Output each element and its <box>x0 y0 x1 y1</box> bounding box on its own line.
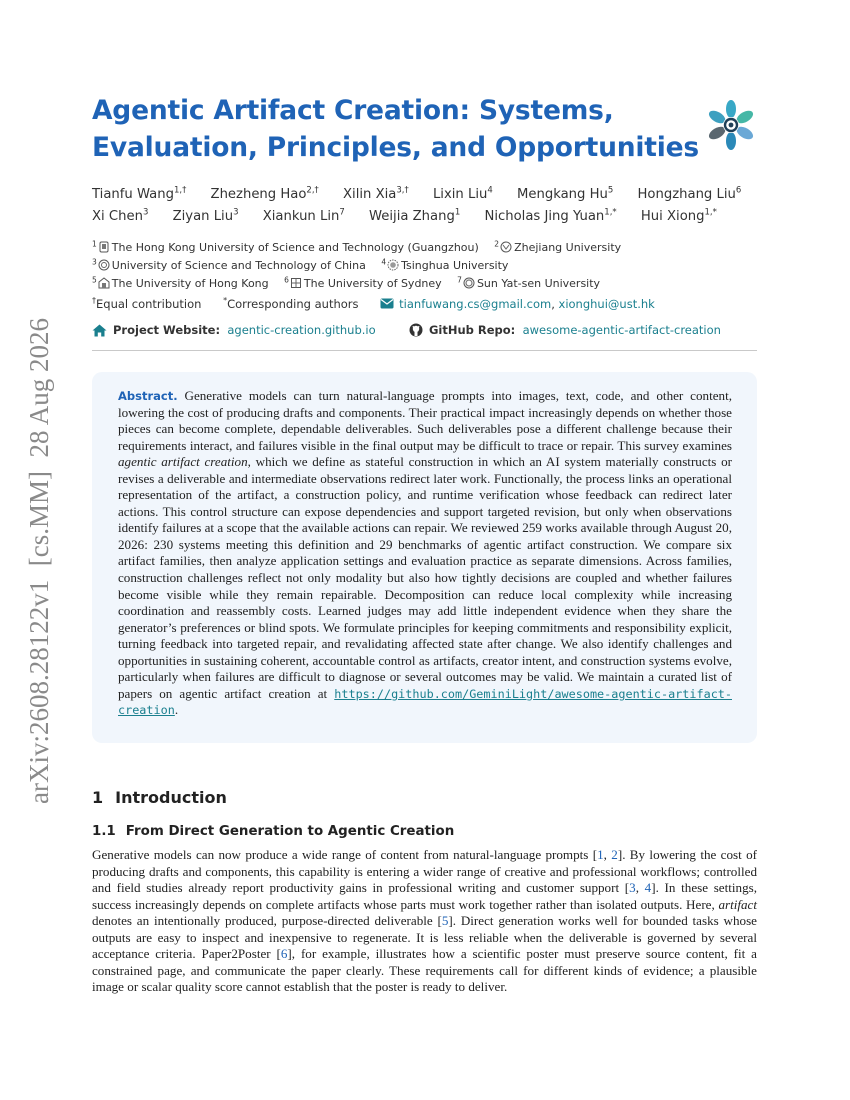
tsinghua-seal-icon <box>387 259 399 271</box>
citation-link[interactable]: 4 <box>644 880 652 896</box>
flower-network-icon <box>705 99 757 151</box>
email-link-2[interactable]: xionghui@ust.hk <box>558 296 655 311</box>
affiliation: $^1$ The Hong Kong University of Science and Technology (Guangzhou) <box>92 239 479 254</box>
home-icon <box>92 324 107 337</box>
equal-contribution-note: Equal contribution <box>96 296 202 311</box>
author: Hui Xiong$^{1,*}$ <box>640 208 717 225</box>
ustc-seal-icon <box>98 259 110 271</box>
abstract-emphasis: agentic artifact creation <box>118 454 248 470</box>
email-link-1[interactable]: tianfuwang.cs@gmail.com <box>399 296 552 311</box>
affiliation: $^6$ The University of Sydney <box>284 275 442 290</box>
author: Zhezheng Hao$^{2,\dagger}$ <box>210 186 319 203</box>
author: Xi Chen$^3$ <box>92 208 149 225</box>
affiliations-row-1 <box>92 236 633 256</box>
header-divider <box>92 350 757 351</box>
github-repo-link[interactable]: awesome-agentic-artifact-creation <box>522 323 721 337</box>
project-website-label: Project Website: <box>113 323 221 337</box>
author-list-row-2 <box>92 203 772 227</box>
author-notes <box>92 293 655 312</box>
project-website-link[interactable]: agentic-creation.github.io <box>227 323 376 337</box>
project-links <box>92 322 721 338</box>
hkust-seal-icon <box>98 241 110 253</box>
arxiv-identifier-text: arXiv:2608.28122v1 [cs.MM] 28 Aug 2026 <box>24 318 54 804</box>
zju-seal-icon <box>500 241 512 253</box>
github-icon <box>409 323 423 337</box>
sysu-seal-icon <box>463 277 475 289</box>
author: Ziyan Liu$^3$ <box>172 208 239 225</box>
github-repo-label: GitHub Repo: <box>428 323 516 337</box>
paper-title-line-1: Agentic Artifact Creation: Systems, <box>92 95 614 126</box>
repo-url-link[interactable]: https://github.com/GeminiLight/awesome-agentic-artifact-creation <box>118 686 732 718</box>
introduction-paragraph: Generative models can now produce a wide range of content from natural-language prompts [1, 2]. By lowering the cost of producing drafts and components, this capability is entering a wider range of creative and professional workflows; controlled and field studies already report productivity gains in professional writing and customer support [3, 4]. In these settings, success increasingly depends on complete artifacts whose parts must work together rather than isolated outputs. Here, artifact denotes an intentionally produced, purpose-directed deliverable [5]. Direct generation works well for bounded tasks whose outputs are easy to inspect and inexpensive to regenerate. It is less reliable when the deliverable is governed by several acceptance criteria. Paper2Poster [6], for example, illustrates how a scientific poster must preserve source content, fit a constrained page, and communicate the paper clearly. These requirements call for different kinds of evidence; a plausible image or scalar quality score cannot establish that the poster is ready to deliver. <box>92 847 757 995</box>
abstract-lead: Abstract. <box>118 389 178 403</box>
paper-title-line-2: Evaluation, Principles, and Opportunities <box>92 132 699 163</box>
affiliation: $^4$ Tsinghua University <box>381 257 509 272</box>
corresponding-author-mark: * <box>223 296 228 305</box>
corresponding-author-note: Corresponding authors <box>227 296 359 311</box>
author: Xiankun Lin$^7$ <box>262 208 345 225</box>
author: Weijia Zhang$^1$ <box>368 208 461 225</box>
author: Mengkang Hu$^5$ <box>516 186 614 203</box>
affiliations-row-2 <box>92 254 520 274</box>
affiliations-row-3 <box>92 272 612 292</box>
abstract-text: Abstract. Generative models can turn natural-language prompts into images, text, code, and other content, lowering the cost of producing drafts and components. Their practical impact increasingly depends on whether those pieces can become complete, dependable deliverables. Such deliverables pose a different challenge because their requirements interact, and failures visible in the final output may be difficult to trace or repair. This survey examines agentic artifact creation, which we define as stateful construction in which an AI system materially constructs or revises a deliverable and intermediate observations redirect later work. Functionally, the process links an operational representation of the artifact, a construction policy, and runtime verification whose feedback can redirect later actions. This control structure can expose dependencies and support targeted revision, but only when observations identify failures at a scope that the available actions can repair. We reviewed 259 works available through August 20, 2026: 230 systems meeting this definition and 29 benchmarks of agentic artifact construction. We compare six artifact families, then analyze application settings and evaluation practice as separate dimensions. Across families, construction challenges reflect not only modality but also how tightly decisions are coupled and whether failures become visible while they remain repairable. Decomposition can reduce local complexity while increasing coordination and reassembly costs. Learned judges may add little independent evidence when they share the generator’s preferences or blind spots. We formulate principles for keeping commitments and responsibility explicit, turning feedback into targeted repair, and revalidating affected state after change. We also identify challenges and opportunities in sustaining coherent, accountable control as artifacts, creator intent, and construction systems evolve, particularly when failures are difficult to diagnose or several outcomes may be valid. We maintain a curated list of papers on agentic artifact creation at https://github.com/GeminiLight/awesome-agentic-artifact-creation. <box>118 388 733 718</box>
intro-emphasis: artifact <box>718 896 757 912</box>
hku-seal-icon <box>98 277 110 289</box>
citation-link[interactable]: 2 <box>611 847 618 862</box>
citation-link[interactable]: 6 <box>280 946 288 962</box>
email-separator: , <box>551 296 559 311</box>
envelope-icon <box>380 298 394 309</box>
paper-title <box>92 92 699 166</box>
affiliation: $^3$ University of Science and Technology of China <box>92 257 366 272</box>
author-list-row-1 <box>92 181 772 205</box>
subsection-heading: 1.1 From Direct Generation to Agentic Creation <box>92 824 455 839</box>
citation-link[interactable]: 1 <box>597 847 604 862</box>
citation-link[interactable]: 3 <box>629 880 636 896</box>
equal-contribution-mark: † <box>92 296 96 305</box>
affiliation: $^7$ Sun Yat-sen University <box>457 275 601 290</box>
arxiv-identifier-stamp <box>12 296 62 804</box>
section-heading-introduction: 1 Introduction <box>92 788 227 807</box>
usyd-seal-icon <box>290 277 302 289</box>
author: Hongzhang Liu$^6$ <box>637 186 742 203</box>
affiliation: $^2$ Zhejiang University <box>494 239 622 254</box>
author: Xilin Xia$^{3,\dagger}$ <box>343 186 409 203</box>
author: Nicholas Jing Yuan$^{1,*}$ <box>484 208 617 225</box>
citation-link[interactable]: 5 <box>441 913 449 929</box>
author: Tianfu Wang$^{1,\dagger}$ <box>92 186 187 203</box>
author: Lixin Liu$^4$ <box>432 186 493 203</box>
affiliation: $^5$ The University of Hong Kong <box>92 275 269 290</box>
